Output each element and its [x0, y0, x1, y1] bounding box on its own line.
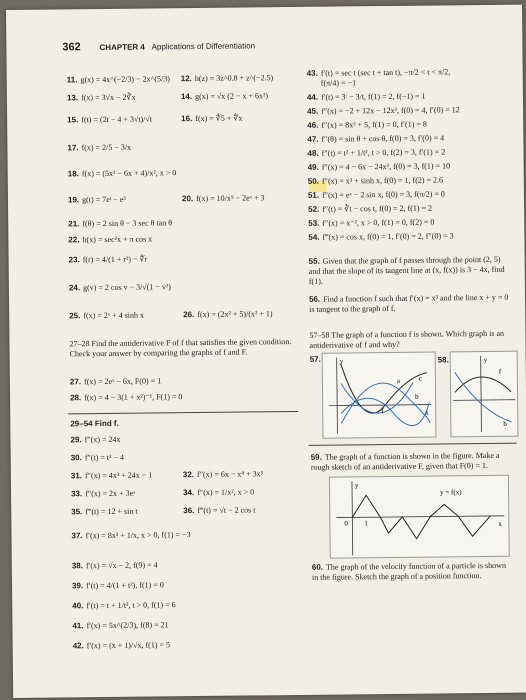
exercise-29: 29. f″(x) = 24x: [70, 434, 121, 445]
label-b: b: [415, 392, 419, 401]
y-axis: [481, 356, 482, 432]
section-divider: [68, 411, 298, 414]
exercise-46: 46. f″(x) = 8x³ + 5, f(1) = 0, f′(1) = 8: [307, 119, 427, 130]
graph-58: [450, 351, 519, 438]
exercise-22: 22. h(x) = sec²x + π cos x: [68, 234, 153, 245]
exercise-55: 55. Given that the graph of f passes through the point (2, 5) and that the slope of its tangent line at (x, f(x)) is 3 − 4x, find f(1).: [308, 254, 505, 286]
exercise-15: 15. f(t) = (2t − 4 + 3√t)/√t: [67, 114, 153, 125]
exercise-14: 14. g(x) = √x (2 − x + 6x²): [180, 91, 269, 102]
tick-0: 0: [344, 519, 348, 528]
exercise-32: 32. f″(x) = 6x − x⁴ + 3x⁵: [182, 469, 264, 480]
exercise-30: 30. f″(t) = t² − 4: [70, 452, 125, 463]
exercise-50: 50. f″(x) = x³ + sinh x, f(0) = 1, f(2) = 2.6: [307, 175, 444, 186]
exercise-24: 24. g(v) = 2 cos v − 3/√(1 − v²): [68, 282, 171, 293]
exercise-60: 60. The graph of the velocity function of a particle is shown in the figure. Sketch the graph of a position function.: [311, 560, 506, 582]
exercise-23: 23. f(r) = 4/(1 + r²) − ∜r: [68, 254, 148, 265]
label-c: c: [418, 374, 423, 383]
textbook-page: [6, 5, 526, 698]
tick-1: 1: [364, 519, 368, 528]
exercise-42: 42. f′(x) = (x + 1)/√x, f(1) = 5: [72, 640, 171, 651]
graph-58-svg: [451, 352, 518, 437]
exercise-52: 52. f″(t) = ∛t − cos t, f(0) = 2, f(1) = 2: [308, 203, 433, 214]
exercise-18: 18. f(x) = (5x² − 6x + 4)/x², x > 0: [67, 168, 177, 179]
exercise-19: 19. g(t) = 7eᵗ − e³: [67, 194, 126, 205]
exercise-39: 39. f′(t) = 4/(1 + t²), f(1) = 0: [71, 580, 164, 591]
exercise-17: 17. f(x) = 2/5 − 3/x: [67, 142, 132, 153]
exercise-11: 11. g(x) = 4x^(−2/3) − 2x^(5/3): [66, 74, 170, 85]
exercise-41: 41. f′(x) = 5x^(2/3), f(8) = 21: [72, 620, 169, 631]
exercise-44: 44. f′(t) = 3ᵗ − 3/t, f(1) = 2, f(−1) = 1: [306, 91, 426, 102]
exercise-31: 31. f″(x) = 4x³ + 24x − 1: [70, 470, 153, 481]
exercise-26: 26. f(x) = (2x² + 5)/(x² + 1): [183, 309, 273, 320]
y-axis: [352, 481, 353, 555]
exercise-37: 37. f′(x) = 8x³ + 1/x, x > 0, f(1) = −3: [71, 530, 191, 541]
exercise-45: 45. f″(x) = −2 + 12x − 12x², f(0) = 4, f′(0) = 12: [307, 105, 460, 116]
exercise-16: 16. f(x) = ∜5 + ∜x: [181, 113, 243, 124]
axis-label-x: x: [498, 519, 502, 528]
exercise-43: 43. f′(t) = sec t (sec t + tan t), −π/2 < t < π/2,: [306, 67, 451, 78]
exercise-36: 36. f‴(t) = √t − 2 cos t: [183, 505, 256, 516]
exercise-47: 47. f″(θ) = sin θ + cos θ, f(0) = 3, f′(0) = 4: [307, 133, 445, 144]
page-header: [62, 39, 255, 53]
exercise-56: 56. Find a function f such that f′(x) = x³ and the line x + y = 0 is tangent to the graph of f.: [308, 292, 509, 314]
curve-b: [455, 372, 512, 423]
graph-57-svg: [323, 353, 436, 438]
axis-label-y: y: [339, 357, 344, 366]
section-29-54-heading: 29–54 Find f.: [70, 418, 119, 429]
exercise-57-number: 57.: [309, 354, 321, 364]
label-f: f: [381, 407, 384, 416]
exercise-49: 49. f″(x) = 4 − 6x − 24x², f(0) = 3, f(1) = 10: [307, 161, 451, 172]
label-b: b: [503, 419, 507, 428]
graph-57: [322, 352, 437, 439]
exercise-51: 51. f″(x) = eˣ − 2 sin x, f(0) = 3, f(π/2) = 0: [307, 189, 445, 200]
axis-label-x: x: [425, 408, 429, 417]
exercise-34: 34. f″(x) = 1/x², x > 0: [183, 487, 255, 498]
exercise-54: 54. f‴(x) = cos x, f(0) = 1, f′(0) = 2, f″(0) = 3: [308, 231, 454, 242]
exercise-38: 38. f′(x) = √x − 2, f(9) = 4: [71, 560, 158, 571]
exercise-59: 59. The graph of a function is shown in the figure. Make a rough sketch of an antiderivative F, given that F(0) = 1.: [310, 450, 500, 472]
exercise-25: 25. f(x) = 2ˣ + 4 sinh x: [69, 310, 145, 321]
axis-label-y: y: [354, 481, 359, 490]
chapter-label: CHAPTER 4: [99, 42, 145, 53]
label-f: f: [498, 367, 502, 376]
curve-a: [341, 383, 430, 424]
label-a: a: [396, 376, 401, 385]
page-number: 362: [62, 41, 81, 54]
graph-59: [329, 475, 510, 559]
chapter-title: Applications of Differentiation: [151, 41, 256, 52]
curve-c: [341, 383, 413, 414]
curve-label: y = f(x): [440, 488, 462, 497]
exercise-12: 12. h(z) = 3z^0.8 + z^(−2.5): [180, 73, 274, 84]
exercise-13: 13. f(x) = 3√x − 2∛x: [66, 92, 136, 103]
exercise-35: 35. f‴(t) = 12 + sin t: [71, 506, 138, 517]
exercise-58-number: 58.: [437, 355, 449, 365]
curve-f: [341, 363, 428, 414]
section-divider: [309, 443, 517, 446]
exercise-40: 40. f′(t) = t + 1/t³, t > 0, f(1) = 6: [72, 600, 176, 611]
exercise-33: 33. f″(x) = 2x + 3eˣ: [71, 488, 136, 499]
exercise-28: 28. f(x) = 4 − 3(1 + x²)⁻¹, F(1) = 0: [70, 392, 183, 403]
x-axis: [453, 400, 515, 401]
y-axis: [337, 358, 338, 434]
exercise-43-cont: f(π/4) = −1: [320, 78, 357, 88]
axis-label-y: y: [483, 355, 488, 365]
section-57-58-heading: 57–58 The graph of a function f is shown. Which graph is an antiderivative of f and why?: [309, 328, 505, 350]
exercise-48: 48. f″(t) = t² + 1/t², t > 0, f(2) = 3, f′(1) = 2: [307, 147, 446, 158]
exercise-21: 21. f(θ) = 2 sin θ − 3 sec θ tan θ: [68, 218, 173, 229]
exercise-53: 53. f″(x) = x⁻², x > 0, f(1) = 0, f(2) = 0: [308, 217, 435, 228]
graph-59-svg: [330, 476, 509, 558]
x-axis: [336, 516, 504, 518]
section-27-28-heading: 27–28 Find the antiderivative F of f that satisfies the given condition. Check your answer by comparing the graphs of f and F.: [69, 337, 292, 359]
exercise-20: 20. f(x) = 10/x⁹ − 2eˣ + 3: [181, 193, 265, 204]
exercise-27: 27. f(x) = 2eˣ − 6x, F(0) = 1: [69, 376, 162, 387]
